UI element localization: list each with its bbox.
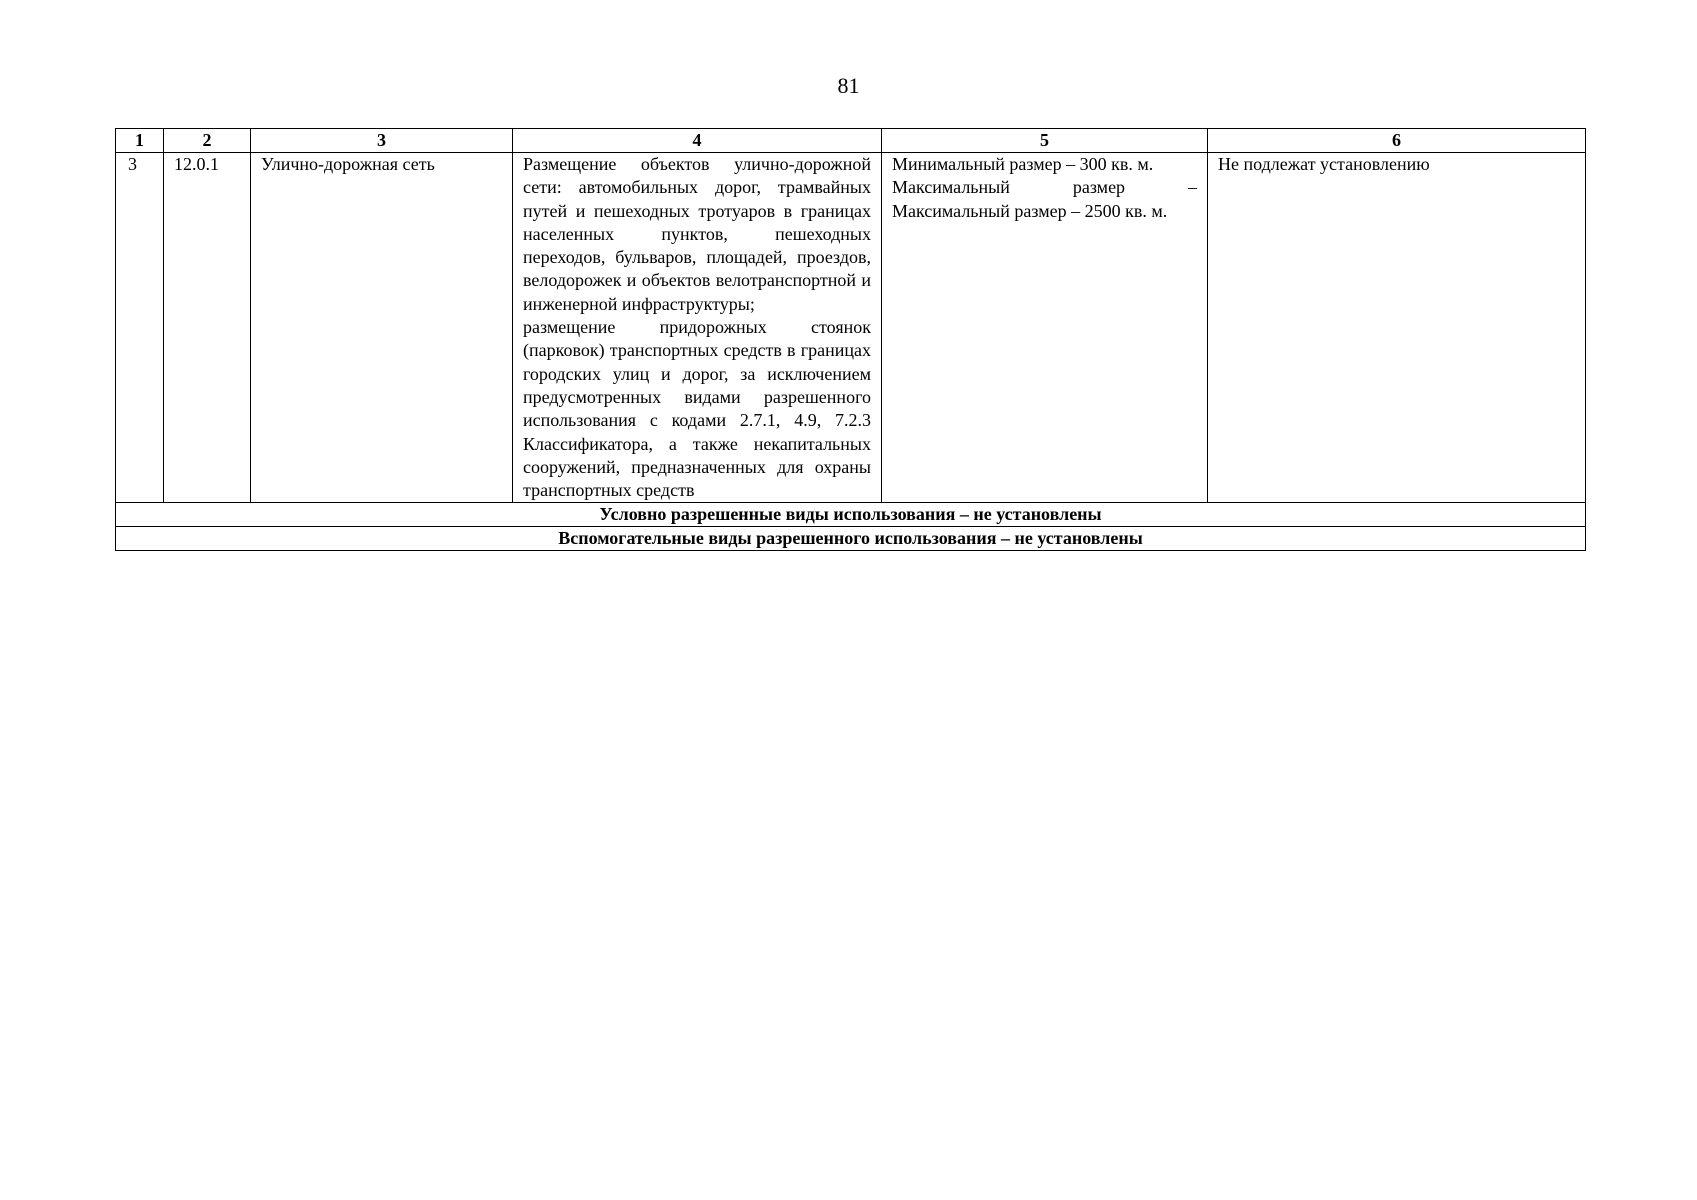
conditional-uses: Условно разрешенные виды использования – не установлены [116,503,1586,527]
restrictions: Не подлежат установлению [1208,153,1586,503]
table-row [116,153,1586,503]
max-size-dash: – [1188,177,1197,198]
page-number: 81 [837,73,860,98]
description-paragraph-1: Размещение объектов улично-дорожной сети: автомобильных дорог, трамвайных путей и пешеходных тротуаров в границах населенных пунктов, пешеходных переходов, бульваров, площадей, проездов, велодорожек и объектов велотранспортной и инженерной инфраструктуры; [523,154,871,314]
auxiliary-uses-row [116,527,1586,551]
column-header-5: 5 [882,129,1208,153]
row-number: 3 [116,153,164,503]
use-code: 12.0.1 [164,153,251,503]
max-size-word2: размер [1072,177,1126,198]
max-size-word1: Максимальный [892,177,1010,198]
min-size: Минимальный размер – 300 кв. м. [892,154,1154,174]
use-description [513,153,882,503]
land-use-table [115,128,1586,551]
plot-size-limits [882,153,1208,503]
use-name: Улично-дорожная сеть [251,153,513,503]
max-size-line [892,176,1197,199]
column-header-3: 3 [251,129,513,153]
max-size: Максимальный размер – 2500 кв. м. [892,200,1168,221]
column-header-1: 1 [116,129,164,153]
column-header-6: 6 [1208,129,1586,153]
column-header-4: 4 [513,129,882,153]
column-number-row [116,129,1586,153]
conditional-uses-row [116,503,1586,527]
description-paragraph-2: размещение придорожных стоянок (парковок) транспортных средств в границах городских улиц и дорог, за исключением предусмотренных видами разрешенного использования с кодами 2.7.1, 4.9, 7.2.3 Классификатора, а также некапитальных сооружений, предназначенных для охраны транспортных средств [523,317,871,501]
column-header-2: 2 [164,129,251,153]
auxiliary-uses: Вспомогательные виды разрешенного использования – не установлены [116,527,1586,551]
